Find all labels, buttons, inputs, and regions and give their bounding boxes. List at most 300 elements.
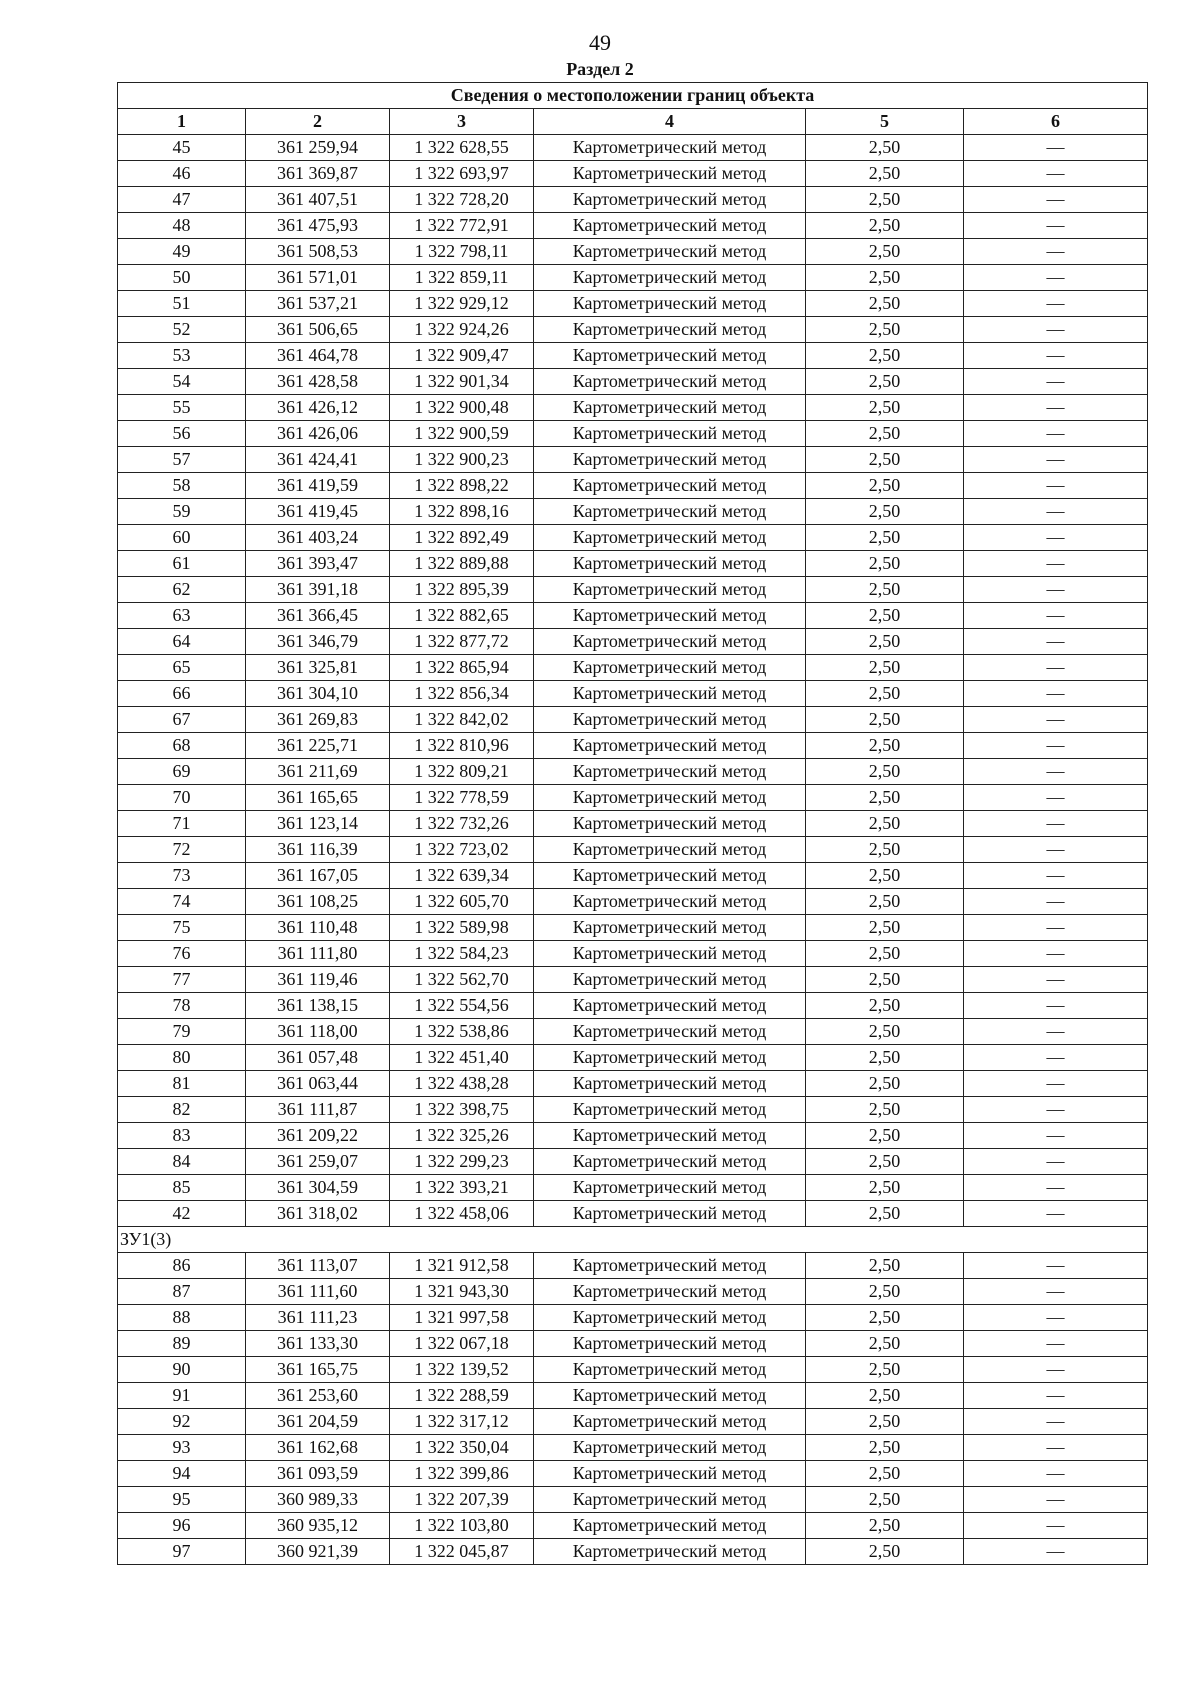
method-cell: Картометрический метод <box>534 1487 806 1513</box>
note-cell: — <box>964 551 1148 577</box>
table-row <box>118 551 1148 577</box>
table-row <box>118 499 1148 525</box>
point-number-cell: 74 <box>118 889 246 915</box>
note-cell: — <box>964 447 1148 473</box>
accuracy-cell: 2,50 <box>806 655 964 681</box>
y-coordinate-cell: 1 322 900,48 <box>390 395 534 421</box>
point-number-cell: 46 <box>118 161 246 187</box>
point-number-cell: 87 <box>118 1279 246 1305</box>
method-cell: Картометрический метод <box>534 265 806 291</box>
point-number-cell: 57 <box>118 447 246 473</box>
x-coordinate-cell: 361 325,81 <box>246 655 390 681</box>
table-row <box>118 863 1148 889</box>
point-number-cell: 95 <box>118 1487 246 1513</box>
table-row <box>118 1487 1148 1513</box>
x-coordinate-cell: 361 537,21 <box>246 291 390 317</box>
column-header-row <box>118 109 1148 135</box>
y-coordinate-cell: 1 322 809,21 <box>390 759 534 785</box>
method-cell: Картометрический метод <box>534 629 806 655</box>
note-cell: — <box>964 265 1148 291</box>
y-coordinate-cell: 1 322 139,52 <box>390 1357 534 1383</box>
column-header: 4 <box>534 109 806 135</box>
method-cell: Картометрический метод <box>534 421 806 447</box>
y-coordinate-cell: 1 322 882,65 <box>390 603 534 629</box>
accuracy-cell: 2,50 <box>806 265 964 291</box>
table-row <box>118 239 1148 265</box>
table-row <box>118 161 1148 187</box>
table-row <box>118 1305 1148 1331</box>
point-number-cell: 55 <box>118 395 246 421</box>
accuracy-cell: 2,50 <box>806 1305 964 1331</box>
note-cell: — <box>964 1045 1148 1071</box>
x-coordinate-cell: 361 506,65 <box>246 317 390 343</box>
x-coordinate-cell: 361 419,59 <box>246 473 390 499</box>
note-cell: — <box>964 1435 1148 1461</box>
note-cell: — <box>964 811 1148 837</box>
table-row <box>118 1097 1148 1123</box>
y-coordinate-cell: 1 322 898,22 <box>390 473 534 499</box>
table-row <box>118 1019 1148 1045</box>
x-coordinate-cell: 361 119,46 <box>246 967 390 993</box>
note-cell: — <box>964 1409 1148 1435</box>
accuracy-cell: 2,50 <box>806 993 964 1019</box>
y-coordinate-cell: 1 322 538,86 <box>390 1019 534 1045</box>
accuracy-cell: 2,50 <box>806 1357 964 1383</box>
point-number-cell: 47 <box>118 187 246 213</box>
note-cell: — <box>964 837 1148 863</box>
y-coordinate-cell: 1 322 398,75 <box>390 1097 534 1123</box>
note-cell: — <box>964 655 1148 681</box>
x-coordinate-cell: 361 111,80 <box>246 941 390 967</box>
table-row <box>118 369 1148 395</box>
x-coordinate-cell: 361 204,59 <box>246 1409 390 1435</box>
accuracy-cell: 2,50 <box>806 1019 964 1045</box>
column-header: 2 <box>246 109 390 135</box>
method-cell: Картометрический метод <box>534 915 806 941</box>
note-cell: — <box>964 291 1148 317</box>
y-coordinate-cell: 1 322 798,11 <box>390 239 534 265</box>
x-coordinate-cell: 361 225,71 <box>246 733 390 759</box>
x-coordinate-cell: 361 259,94 <box>246 135 390 161</box>
table-row <box>118 811 1148 837</box>
x-coordinate-cell: 361 428,58 <box>246 369 390 395</box>
page-number: 49 <box>589 30 611 55</box>
note-cell: — <box>964 525 1148 551</box>
note-cell: — <box>964 1383 1148 1409</box>
method-cell: Картометрический метод <box>534 733 806 759</box>
accuracy-cell: 2,50 <box>806 1071 964 1097</box>
table-row <box>118 733 1148 759</box>
accuracy-cell: 2,50 <box>806 1461 964 1487</box>
note-cell: — <box>964 1305 1148 1331</box>
note-cell: — <box>964 421 1148 447</box>
x-coordinate-cell: 361 116,39 <box>246 837 390 863</box>
accuracy-cell: 2,50 <box>806 1513 964 1539</box>
accuracy-cell: 2,50 <box>806 1331 964 1357</box>
table-row <box>118 681 1148 707</box>
y-coordinate-cell: 1 322 317,12 <box>390 1409 534 1435</box>
method-cell: Картометрический метод <box>534 1071 806 1097</box>
method-cell: Картометрический метод <box>534 681 806 707</box>
accuracy-cell: 2,50 <box>806 681 964 707</box>
point-number-cell: 91 <box>118 1383 246 1409</box>
table-row <box>118 395 1148 421</box>
table-row <box>118 291 1148 317</box>
y-coordinate-cell: 1 322 909,47 <box>390 343 534 369</box>
x-coordinate-cell: 361 475,93 <box>246 213 390 239</box>
note-cell: — <box>964 473 1148 499</box>
accuracy-cell: 2,50 <box>806 1097 964 1123</box>
point-number-cell: 90 <box>118 1357 246 1383</box>
point-number-cell: 85 <box>118 1175 246 1201</box>
note-cell: — <box>964 499 1148 525</box>
point-number-cell: 54 <box>118 369 246 395</box>
method-cell: Картометрический метод <box>534 837 806 863</box>
method-cell: Картометрический метод <box>534 525 806 551</box>
note-cell: — <box>964 343 1148 369</box>
y-coordinate-cell: 1 322 859,11 <box>390 265 534 291</box>
point-number-cell: 65 <box>118 655 246 681</box>
y-coordinate-cell: 1 322 693,97 <box>390 161 534 187</box>
table-row <box>118 265 1148 291</box>
y-coordinate-cell: 1 322 810,96 <box>390 733 534 759</box>
y-coordinate-cell: 1 322 900,23 <box>390 447 534 473</box>
y-coordinate-cell: 1 322 892,49 <box>390 525 534 551</box>
x-coordinate-cell: 361 304,10 <box>246 681 390 707</box>
point-number-cell: 58 <box>118 473 246 499</box>
x-coordinate-cell: 361 346,79 <box>246 629 390 655</box>
x-coordinate-cell: 361 167,05 <box>246 863 390 889</box>
note-cell: — <box>964 603 1148 629</box>
y-coordinate-cell: 1 322 639,34 <box>390 863 534 889</box>
x-coordinate-cell: 361 304,59 <box>246 1175 390 1201</box>
x-coordinate-cell: 361 464,78 <box>246 343 390 369</box>
accuracy-cell: 2,50 <box>806 1279 964 1305</box>
point-number-cell: 89 <box>118 1331 246 1357</box>
note-cell: — <box>964 993 1148 1019</box>
point-number-cell: 50 <box>118 265 246 291</box>
y-coordinate-cell: 1 322 325,26 <box>390 1123 534 1149</box>
point-number-cell: 45 <box>118 135 246 161</box>
table-row <box>118 655 1148 681</box>
table-row <box>118 1045 1148 1071</box>
method-cell: Картометрический метод <box>534 603 806 629</box>
point-number-cell: 97 <box>118 1539 246 1565</box>
point-number-cell: 86 <box>118 1253 246 1279</box>
x-coordinate-cell: 361 571,01 <box>246 265 390 291</box>
method-cell: Картометрический метод <box>534 1331 806 1357</box>
table-row <box>118 473 1148 499</box>
group-label-row <box>118 1227 1148 1253</box>
table-row <box>118 941 1148 967</box>
x-coordinate-cell: 361 111,23 <box>246 1305 390 1331</box>
accuracy-cell: 2,50 <box>806 629 964 655</box>
accuracy-cell: 2,50 <box>806 291 964 317</box>
x-coordinate-cell: 361 426,06 <box>246 421 390 447</box>
table-row <box>118 1201 1148 1227</box>
x-coordinate-cell: 361 426,12 <box>246 395 390 421</box>
note-cell: — <box>964 967 1148 993</box>
accuracy-cell: 2,50 <box>806 421 964 447</box>
accuracy-cell: 2,50 <box>806 1201 964 1227</box>
table-row <box>118 525 1148 551</box>
note-cell: — <box>964 239 1148 265</box>
accuracy-cell: 2,50 <box>806 135 964 161</box>
table-row <box>118 837 1148 863</box>
accuracy-cell: 2,50 <box>806 187 964 213</box>
method-cell: Картометрический метод <box>534 343 806 369</box>
column-header: 5 <box>806 109 964 135</box>
point-number-cell: 73 <box>118 863 246 889</box>
method-cell: Картометрический метод <box>534 1201 806 1227</box>
x-coordinate-cell: 361 133,30 <box>246 1331 390 1357</box>
point-number-cell: 75 <box>118 915 246 941</box>
x-coordinate-cell: 361 111,60 <box>246 1279 390 1305</box>
note-cell: — <box>964 889 1148 915</box>
y-coordinate-cell: 1 322 458,06 <box>390 1201 534 1227</box>
x-coordinate-cell: 361 269,83 <box>246 707 390 733</box>
accuracy-cell: 2,50 <box>806 1487 964 1513</box>
accuracy-cell: 2,50 <box>806 1123 964 1149</box>
method-cell: Картометрический метод <box>534 213 806 239</box>
note-cell: — <box>964 1357 1148 1383</box>
column-header: 6 <box>964 109 1148 135</box>
x-coordinate-cell: 360 921,39 <box>246 1539 390 1565</box>
point-number-cell: 49 <box>118 239 246 265</box>
x-coordinate-cell: 361 057,48 <box>246 1045 390 1071</box>
y-coordinate-cell: 1 322 895,39 <box>390 577 534 603</box>
accuracy-cell: 2,50 <box>806 1175 964 1201</box>
group-label: ЗУ1(3) <box>118 1227 1148 1253</box>
note-cell: — <box>964 733 1148 759</box>
point-number-cell: 53 <box>118 343 246 369</box>
point-number-cell: 60 <box>118 525 246 551</box>
accuracy-cell: 2,50 <box>806 473 964 499</box>
method-cell: Картометрический метод <box>534 1383 806 1409</box>
method-cell: Картометрический метод <box>534 1357 806 1383</box>
accuracy-cell: 2,50 <box>806 1149 964 1175</box>
note-cell: — <box>964 1149 1148 1175</box>
table-row <box>118 889 1148 915</box>
note-cell: — <box>964 863 1148 889</box>
y-coordinate-cell: 1 322 562,70 <box>390 967 534 993</box>
note-cell: — <box>964 213 1148 239</box>
method-cell: Картометрический метод <box>534 1435 806 1461</box>
y-coordinate-cell: 1 322 877,72 <box>390 629 534 655</box>
note-cell: — <box>964 1253 1148 1279</box>
point-number-cell: 69 <box>118 759 246 785</box>
y-coordinate-cell: 1 322 350,04 <box>390 1435 534 1461</box>
point-number-cell: 71 <box>118 811 246 837</box>
point-number-cell: 82 <box>118 1097 246 1123</box>
y-coordinate-cell: 1 322 605,70 <box>390 889 534 915</box>
y-coordinate-cell: 1 322 451,40 <box>390 1045 534 1071</box>
accuracy-cell: 2,50 <box>806 499 964 525</box>
method-cell: Картометрический метод <box>534 889 806 915</box>
x-coordinate-cell: 361 211,69 <box>246 759 390 785</box>
note-cell: — <box>964 187 1148 213</box>
y-coordinate-cell: 1 322 288,59 <box>390 1383 534 1409</box>
y-coordinate-cell: 1 322 399,86 <box>390 1461 534 1487</box>
point-number-cell: 59 <box>118 499 246 525</box>
accuracy-cell: 2,50 <box>806 213 964 239</box>
accuracy-cell: 2,50 <box>806 1045 964 1071</box>
point-number-cell: 67 <box>118 707 246 733</box>
point-number-cell: 76 <box>118 941 246 967</box>
note-cell: — <box>964 1279 1148 1305</box>
point-number-cell: 92 <box>118 1409 246 1435</box>
note-cell: — <box>964 785 1148 811</box>
note-cell: — <box>964 1331 1148 1357</box>
accuracy-cell: 2,50 <box>806 1253 964 1279</box>
y-coordinate-cell: 1 322 901,34 <box>390 369 534 395</box>
method-cell: Картометрический метод <box>534 1019 806 1045</box>
note-cell: — <box>964 1513 1148 1539</box>
table-row <box>118 447 1148 473</box>
table-row <box>118 213 1148 239</box>
note-cell: — <box>964 317 1148 343</box>
table-row <box>118 967 1148 993</box>
point-number-cell: 63 <box>118 603 246 629</box>
x-coordinate-cell: 361 419,45 <box>246 499 390 525</box>
method-cell: Картометрический метод <box>534 785 806 811</box>
point-number-cell: 80 <box>118 1045 246 1071</box>
x-coordinate-cell: 361 508,53 <box>246 239 390 265</box>
method-cell: Картометрический метод <box>534 1097 806 1123</box>
point-number-cell: 62 <box>118 577 246 603</box>
method-cell: Картометрический метод <box>534 1123 806 1149</box>
method-cell: Картометрический метод <box>534 447 806 473</box>
method-cell: Картометрический метод <box>534 967 806 993</box>
note-cell: — <box>964 1097 1148 1123</box>
accuracy-cell: 2,50 <box>806 603 964 629</box>
point-number-cell: 42 <box>118 1201 246 1227</box>
point-number-cell: 61 <box>118 551 246 577</box>
note-cell: — <box>964 629 1148 655</box>
table-row <box>118 603 1148 629</box>
point-number-cell: 77 <box>118 967 246 993</box>
accuracy-cell: 2,50 <box>806 395 964 421</box>
method-cell: Картометрический метод <box>534 1149 806 1175</box>
x-coordinate-cell: 361 111,87 <box>246 1097 390 1123</box>
table-row <box>118 1539 1148 1565</box>
table-row <box>118 577 1148 603</box>
method-cell: Картометрический метод <box>534 1539 806 1565</box>
y-coordinate-cell: 1 322 728,20 <box>390 187 534 213</box>
accuracy-cell: 2,50 <box>806 343 964 369</box>
y-coordinate-cell: 1 322 103,80 <box>390 1513 534 1539</box>
y-coordinate-cell: 1 322 438,28 <box>390 1071 534 1097</box>
point-number-cell: 88 <box>118 1305 246 1331</box>
note-cell: — <box>964 1175 1148 1201</box>
y-coordinate-cell: 1 322 856,34 <box>390 681 534 707</box>
note-cell: — <box>964 1123 1148 1149</box>
x-coordinate-cell: 361 093,59 <box>246 1461 390 1487</box>
point-number-cell: 56 <box>118 421 246 447</box>
table-row <box>118 343 1148 369</box>
point-number-cell: 79 <box>118 1019 246 1045</box>
note-cell: — <box>964 395 1148 421</box>
accuracy-cell: 2,50 <box>806 577 964 603</box>
table-title: Сведения о местоположении границ объекта <box>118 83 1148 109</box>
accuracy-cell: 2,50 <box>806 317 964 343</box>
x-coordinate-cell: 361 162,68 <box>246 1435 390 1461</box>
x-coordinate-cell: 361 391,18 <box>246 577 390 603</box>
method-cell: Картометрический метод <box>534 811 806 837</box>
method-cell: Картометрический метод <box>534 1461 806 1487</box>
y-coordinate-cell: 1 322 393,21 <box>390 1175 534 1201</box>
point-number-cell: 66 <box>118 681 246 707</box>
accuracy-cell: 2,50 <box>806 1435 964 1461</box>
table-row <box>118 1435 1148 1461</box>
x-coordinate-cell: 361 209,22 <box>246 1123 390 1149</box>
y-coordinate-cell: 1 322 924,26 <box>390 317 534 343</box>
method-cell: Картометрический метод <box>534 1279 806 1305</box>
note-cell: — <box>964 707 1148 733</box>
point-number-cell: 51 <box>118 291 246 317</box>
x-coordinate-cell: 360 989,33 <box>246 1487 390 1513</box>
table-row <box>118 629 1148 655</box>
x-coordinate-cell: 361 318,02 <box>246 1201 390 1227</box>
accuracy-cell: 2,50 <box>806 161 964 187</box>
method-cell: Картометрический метод <box>534 1513 806 1539</box>
y-coordinate-cell: 1 321 943,30 <box>390 1279 534 1305</box>
x-coordinate-cell: 361 165,75 <box>246 1357 390 1383</box>
y-coordinate-cell: 1 322 628,55 <box>390 135 534 161</box>
point-number-cell: 94 <box>118 1461 246 1487</box>
accuracy-cell: 2,50 <box>806 447 964 473</box>
note-cell: — <box>964 759 1148 785</box>
y-coordinate-cell: 1 322 067,18 <box>390 1331 534 1357</box>
method-cell: Картометрический метод <box>534 655 806 681</box>
table-row <box>118 187 1148 213</box>
method-cell: Картометрический метод <box>534 135 806 161</box>
method-cell: Картометрический метод <box>534 1175 806 1201</box>
note-cell: — <box>964 1201 1148 1227</box>
x-coordinate-cell: 360 935,12 <box>246 1513 390 1539</box>
note-cell: — <box>964 1461 1148 1487</box>
y-coordinate-cell: 1 321 912,58 <box>390 1253 534 1279</box>
accuracy-cell: 2,50 <box>806 369 964 395</box>
accuracy-cell: 2,50 <box>806 707 964 733</box>
point-number-cell: 70 <box>118 785 246 811</box>
accuracy-cell: 2,50 <box>806 551 964 577</box>
method-cell: Картометрический метод <box>534 395 806 421</box>
method-cell: Картометрический метод <box>534 1305 806 1331</box>
table-row <box>118 317 1148 343</box>
method-cell: Картометрический метод <box>534 551 806 577</box>
accuracy-cell: 2,50 <box>806 811 964 837</box>
method-cell: Картометрический метод <box>534 1409 806 1435</box>
table-row <box>118 135 1148 161</box>
method-cell: Картометрический метод <box>534 473 806 499</box>
table-row <box>118 993 1148 1019</box>
x-coordinate-cell: 361 113,07 <box>246 1253 390 1279</box>
method-cell: Картометрический метод <box>534 1045 806 1071</box>
point-number-cell: 84 <box>118 1149 246 1175</box>
note-cell: — <box>964 1487 1148 1513</box>
y-coordinate-cell: 1 322 842,02 <box>390 707 534 733</box>
section-title: Раздел 2 <box>566 59 634 79</box>
accuracy-cell: 2,50 <box>806 239 964 265</box>
coordinates-table <box>117 82 1148 1565</box>
x-coordinate-cell: 361 118,00 <box>246 1019 390 1045</box>
accuracy-cell: 2,50 <box>806 785 964 811</box>
x-coordinate-cell: 361 407,51 <box>246 187 390 213</box>
method-cell: Картометрический метод <box>534 863 806 889</box>
x-coordinate-cell: 361 424,41 <box>246 447 390 473</box>
point-number-cell: 52 <box>118 317 246 343</box>
